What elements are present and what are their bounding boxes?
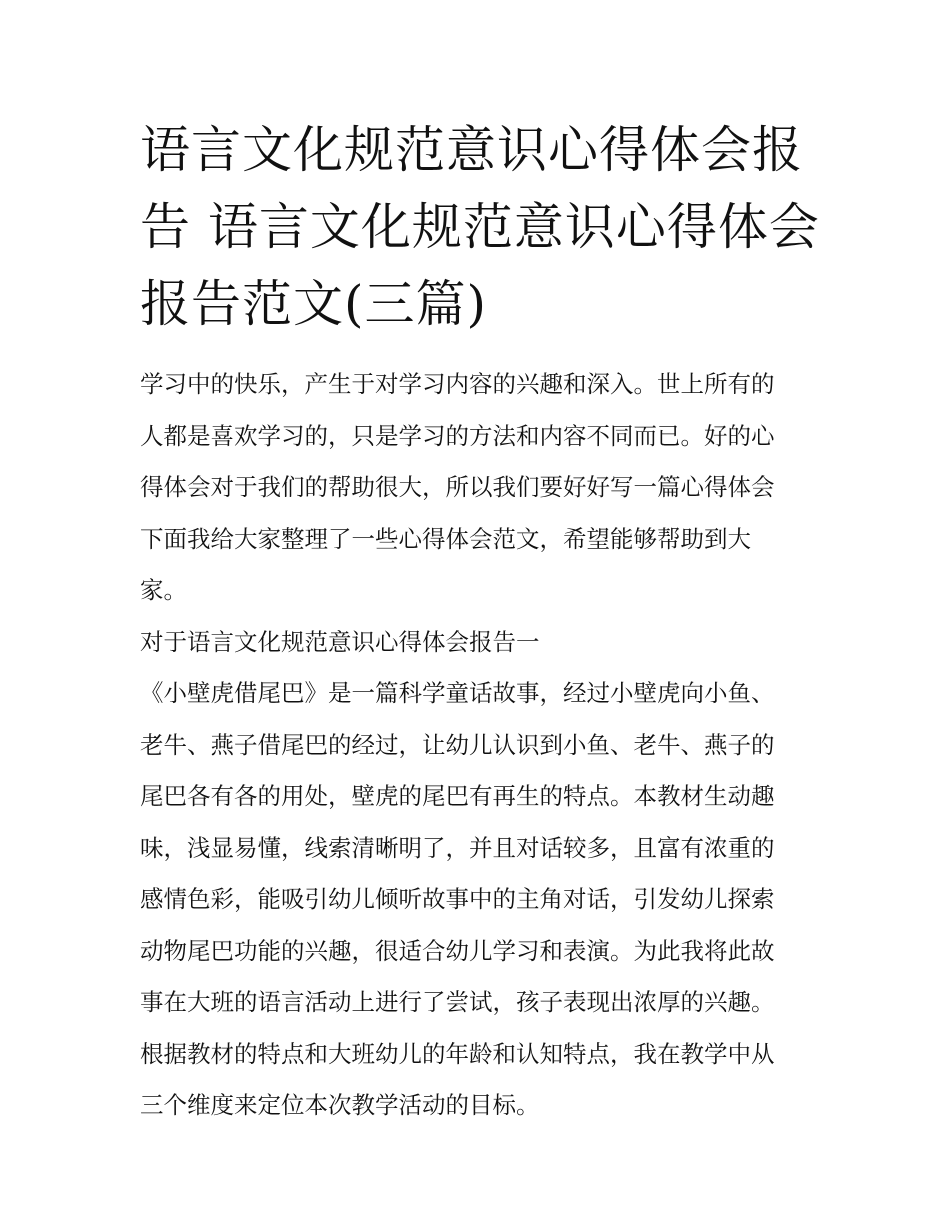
text-line: 尾巴各有各的用处，壁虎的尾巴有再生的特点。本教材生动趣 [140, 782, 775, 810]
text-line: 感情色彩，能吸引幼儿倾听故事中的主角对话，引发幼儿探索 [140, 885, 775, 913]
text-line: 老牛、燕子借尾巴的经过，让幼儿认识到小鱼、老牛、燕子的 [140, 730, 775, 759]
text-line: 三个维度来定位本次教学活动的目标。 [140, 1091, 540, 1119]
text-line: 事在大班的语言活动上进行了尝试，孩子表现出浓厚的兴趣。 [140, 988, 775, 1016]
text-line: 《小壁虎借尾巴》是一篇科学童话故事，经过小壁虎向小鱼、 [140, 679, 775, 707]
document-page [140, 112, 820, 1132]
text-line: 根据教材的特点和大班幼儿的年龄和认知特点，我在教学中从 [140, 1039, 775, 1068]
text-line: 学习中的快乐，产生于对学习内容的兴趣和深入。世上所有的 [140, 370, 775, 398]
text-line: 下面我给大家整理了一些心得体会范文，希望能够帮助到大 [140, 524, 751, 553]
text-line: 味，浅显易懂，线索清晰明了，并且对话较多，且富有浓重的 [140, 833, 775, 862]
title-line: 报告范文(三篇) [140, 275, 488, 333]
document-body [140, 359, 820, 1132]
section-heading: 对于语言文化规范意识心得体会报告一 [140, 627, 540, 656]
title-line: 语言文化规范意识心得体会报 [140, 121, 803, 179]
intro-paragraph [140, 359, 820, 617]
text-line: 动物尾巴功能的兴趣，很适合幼儿学习和表演。为此我将此故 [140, 936, 775, 965]
document-title [140, 112, 820, 343]
section-paragraph [140, 668, 820, 1132]
title-line: 告 语言文化规范意识心得体会 [140, 198, 820, 256]
text-line: 人都是喜欢学习的，只是学习的方法和内容不同而已。好的心 [140, 421, 775, 450]
text-line: 家。 [140, 576, 187, 604]
text-line: 得体会对于我们的帮助很大，所以我们要好好写一篇心得体会 [140, 473, 775, 501]
